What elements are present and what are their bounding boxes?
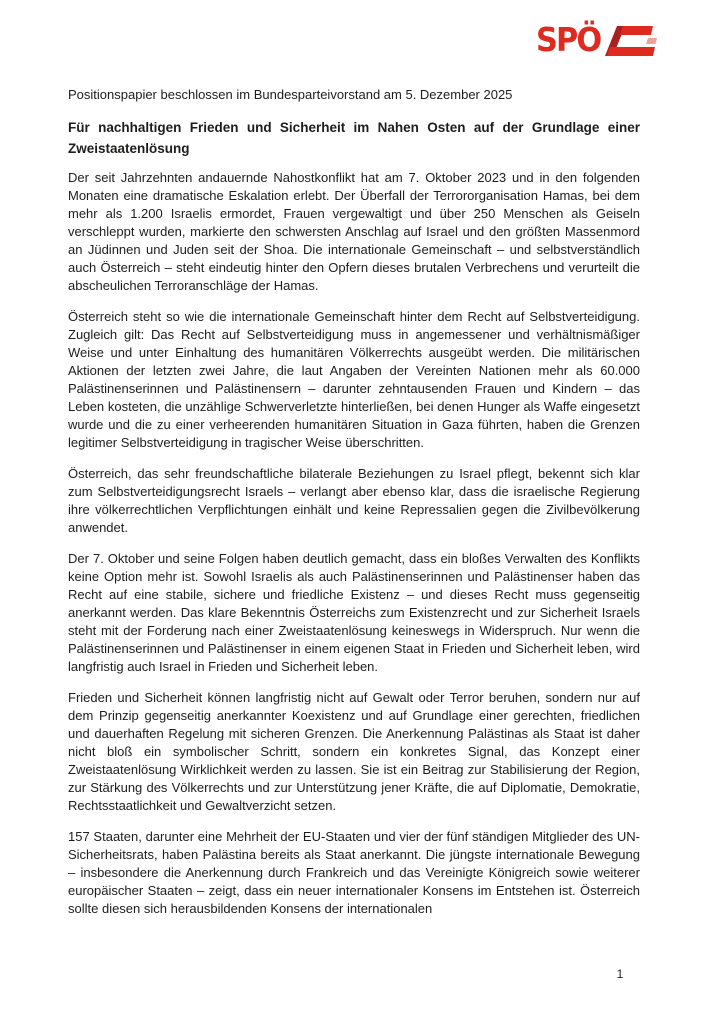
spoe-wordmark: SPÖ <box>536 19 601 59</box>
approval-dateline: Positionspapier beschlossen im Bundesparteivorstand am 5. Dezember 2025 <box>68 87 513 102</box>
body-paragraph-6: 157 Staaten, darunter eine Mehrheit der EU-Staaten und vier der fünf ständigen Mitglieder des UN-Sicherheitsrats, haben Palästina bereits als Staat anerkannt. Die jüngste internationale Bewegung – insbesondere die Anerkennung durch Frankreich und das Vereinigte Königreich sowie weiterer europäischer Staaten – zeigt, dass ein neuer internationaler Konsens im Entstehen ist. Österreich sollte diesen sich herausbildenden Konsens der internationalen <box>68 829 640 916</box>
body-paragraph-5: Frieden und Sicherheit können langfristig nicht auf Gewalt oder Terror beruhen, sondern nur auf dem Prinzip gegenseitig anerkannter Koexistenz und auf Grundlage einer gerechten, friedlichen und dauerhaften Regelung mit sicheren Grenzen. Die Anerkennung Palästinas als Staat ist daher nicht bloß ein symbolischer Schritt, sondern ein konkretes Signal, das Konzept einer Zweistaatenlösung Wirklichkeit werden zu lassen. Sie ist ein Beitrag zur Stabilisierung der Region, zur Stärkung des Völkerrechts und zur Unterstützung jener Kräfte, die auf Diplomatie, Demokratie, Rechtsstaatlichkeit und Gewaltverzicht setzen. <box>68 690 640 813</box>
page-number: 1 <box>616 967 624 981</box>
body-paragraph-3: Österreich, das sehr freundschaftliche bilaterale Beziehungen zu Israel pflegt, bekennt sich klar zum Selbstverteidigungsrecht Israels – verlangt aber ebenso klar, dass die israelische Regierung ihre völkerrechtlichen Verpflichtungen einhält und keine Repressalien gegen die Zivilbevölkerung anwendet. <box>68 466 640 535</box>
body-paragraph-1: Der seit Jahrzehnten andauernde Nahostkonflikt hat am 7. Oktober 2023 und in den folgenden Monaten eine dramatische Eskalation erlebt. Der Überfall der Terrororganisation Hamas, bei dem mehr als 1.200 Israelis ermordet, Frauen vergewaltigt und über 250 Menschen als Geiseln verschleppt wurden, markierte den schwersten Anschlag auf Israel und den größten Massenmord an Jüdinnen und Juden seit der Shoa. Die internationale Gemeinschaft – und selbstverständlich auch Österreich – steht eindeutig hinter den Opfern dieses brutalen Verbrechens und verurteilt die abscheulichen Terroranschläge der Hamas. <box>68 170 640 293</box>
body-paragraph-2: Österreich steht so wie die internationale Gemeinschaft hinter dem Recht auf Selbstverteidigung. Zugleich gilt: Das Recht auf Selbstverteidigung muss in angemessener und verhältnismäßiger Weise und unter Einhaltung des humanitären Völkerrechts ausgeübt werden. Die militärischen Aktionen der letzten zwei Jahre, die laut Angaben der Vereinten Nationen mehr als 60.000 Palästinenserinnen und Palästinensern – darunter zehntausenden Frauen und Kindern – das Leben kosteten, die unzählige Schwerverletzte hinterließen, bei denen Hunger als Waffe eingesetzt wurde und die zu einer verheerenden humanitären Situation in Gaza führten, haben die Grenzen legitimer Selbstverteidigung in tragischer Weise überschritten. <box>68 309 640 450</box>
spoe-logo <box>536 20 657 58</box>
body-paragraph-4: Der 7. Oktober und seine Folgen haben deutlich gemacht, dass ein bloßes Verwalten des Konflikts keine Option mehr ist. Sowohl Israelis als auch Palästinenserinnen und Palästinenser haben das Recht auf eine stabile, sichere und friedliche Existenz – und dieses Recht muss gegenseitig anerkannt werden. Das klare Bekenntnis Österreichs zum Existenzrecht und zur Sicherheit Israels steht mit der Forderung nach einer Zweistaatenlösung keineswegs in Widerspruch. Nur wenn die Palästinenserinnen und Palästinenser in einem eigenen Staat in Frieden und Sicherheit leben, wird langfristig auch Israel in Frieden und Sicherheit leben. <box>68 551 640 674</box>
document-body <box>68 86 640 931</box>
austrian-flag-icon <box>605 26 657 56</box>
document-title: Für nachhaltigen Frieden und Sicherheit im Nahen Osten auf der Grundlage einer Zweistaatenlösung <box>68 120 640 156</box>
